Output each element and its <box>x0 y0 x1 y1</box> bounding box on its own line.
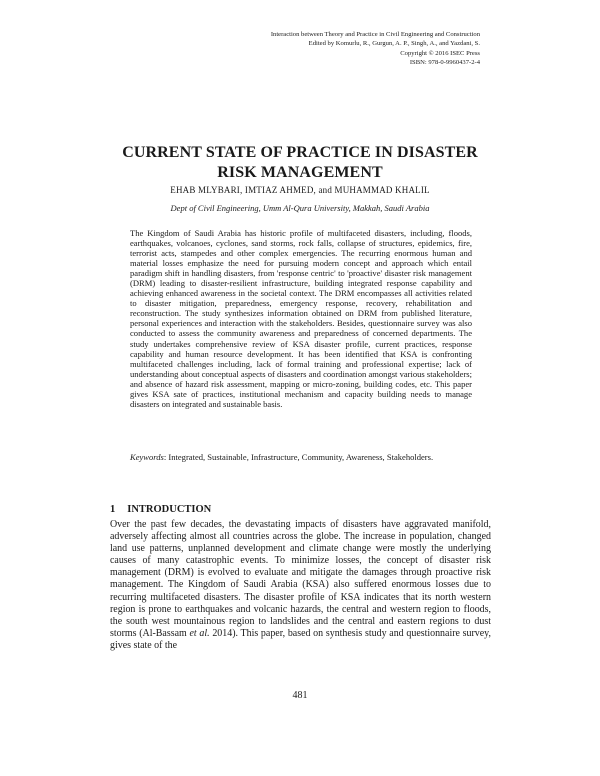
header-line-book-title: Interaction between Theory and Practice in Civil Engineering and Construction <box>270 31 480 38</box>
abstract-paragraph: The Kingdom of Saudi Arabia has historic profile of multifaceted disasters, including, floods, earthquakes, volcanoes, cyclones, sand storms, rock falls, collapse of structures, epidemics, fire, terrorist acts, stampedes and other complex emergencies. The recurring enormous human and material losses emphasize the need for pursuing modern concept and approach which entail paradigm shift in handling disasters, from 'response centric' to 'proactive' disaster risk management (DRM) leading to disaster-resilient infrastructure, building integrated response capability and achieving enhanced awareness in the societal context. The DRM encompasses all activities related to disaster mitigation, preparedness, emergency response, recovery, rehabilitation and reconstruction. The study synthesizes information obtained on DRM from published literature, personal experiences and interaction with the stakeholders. Besides, questionnaire survey was also conducted to assess the community awareness and preparedness of concerned departments. The study undertakes comprehensive review of KSA disaster profile, current practices, response capability and human resource development. It has been identified that KSA is confronting multifaceted challenges including, lack of formal training and professional expertise; lack of understanding about conceptual aspects of disasters and coordination amongst various stakeholders; and absence of hazard risk assessment, mapping or micro-zoning, building codes, etc. This paper gives KSA sate of practices, institutional mechanism and capacity building needs to manage disasters on integrated and sustainable basis. <box>130 228 472 409</box>
keywords-label: Keywords <box>130 452 164 462</box>
paper-title <box>80 143 520 183</box>
publication-header <box>200 30 480 68</box>
author-affiliation: Dept of Civil Engineering, Umm Al-Qura University, Makkah, Saudi Arabia <box>170 203 430 213</box>
keywords-list: : Integrated, Sustainable, Infrastructure, Community, Awareness, Stakeholders. <box>163 452 434 462</box>
paper-title-line-1: CURRENT STATE OF PRACTICE IN DISASTER <box>122 144 478 161</box>
intro-citation-et-al: et al. <box>189 627 210 639</box>
header-line-isbn: ISBN: 978-0-9960437-2-4 <box>409 59 480 67</box>
header-line-copyright: Copyright © 2016 ISEC Press <box>400 49 480 57</box>
keywords-paragraph <box>130 452 472 462</box>
header-line-editors: Edited by Komurlu, R., Gurgun, A. P., Singh, A., and Yazdani, S. <box>308 40 480 48</box>
author-list: EHAB MLYBARI, IMTIAZ AHMED, and MUHAMMAD KHALIL <box>170 185 430 195</box>
intro-text-after-citation: 2014). This paper, based on synthesis study and questionnaire survey, gives state of the <box>110 627 491 651</box>
section-number: 1 <box>110 504 116 515</box>
section-title: INTRODUCTION <box>127 504 212 515</box>
introduction-paragraph <box>110 519 491 652</box>
intro-text-before-citation: Over the past few decades, the devastating impacts of disasters have aggravated manifold, adversely affecting almost all countries across the globe. The increase in population, changed land use patterns, unplanned development and climate change were mostly the underlying causes of many catastrophic events. To minimize losses, the concept of disaster risk management (DRM) is evolved to evaluate and mitigate the damages through proactive risk management. The Kingdom of Saudi Arabia (KSA) also suffered enormous losses due to recurring multifaceted disasters. The disaster profile of KSA indicates that its north western region is prone to earthquakes and volcanic hazards, the central and western region to floods, the south west mountainous region to landslides and the central and eastern regions to dust storms (Al-Bassam <box>110 519 491 639</box>
paper-title-line-2: RISK MANAGEMENT <box>217 164 383 181</box>
page-number: 481 <box>292 690 308 701</box>
section-heading-introduction <box>110 503 211 516</box>
